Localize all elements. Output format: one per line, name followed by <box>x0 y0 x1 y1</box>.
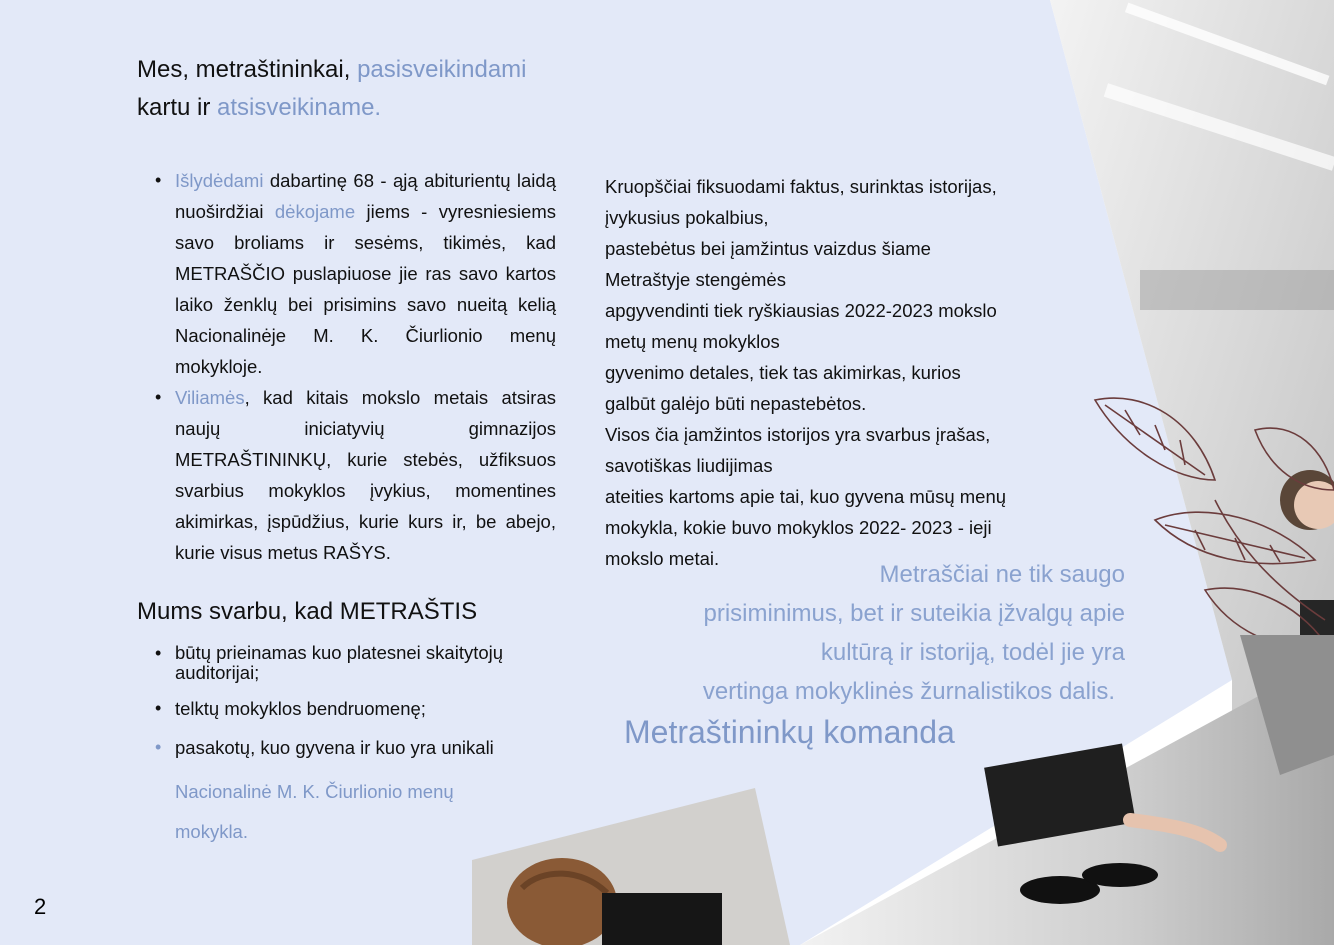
pull-quote <box>625 555 1125 711</box>
paragraph-line: ateities kartoms apie tai, kuo gyvena mūsų menų <box>605 486 1007 507</box>
list-item-text: , kad kitais mokslo metais atsiras naujų iniciatyvių gimnazijos METRAŠTININKŲ, kurie stebės, užfiksuos svarbius mokyklos įvykius, momentines akimirkas, įspūdžius, kurie kurs ir, be abejo, kurie visus metus RAŠYS. <box>175 387 556 563</box>
thanks-list <box>137 165 556 568</box>
list-item: • telktų mokyklos bendruomenę; <box>137 693 577 732</box>
quote-line: vertinga mokyklinės žurnalistikos dalis. <box>702 678 1115 705</box>
page-number: 2 <box>34 894 47 919</box>
list-item-accent: dėkojame <box>274 201 356 222</box>
intro-accent-2: atsisveikiname. <box>217 94 382 121</box>
quote-line: prisiminimus, bet ir suteikia įžvalgų apie <box>703 600 1125 627</box>
paragraph-line: Kruopščiai fiksuodami faktus, surinktas istorijas, <box>605 176 997 197</box>
important-list <box>137 643 577 763</box>
intro-accent-1: pasisveikindami <box>357 56 527 83</box>
list-item: • būtų prieinamas kuo platesnei skaitytojų auditorijai; <box>137 643 577 693</box>
chronicle-paragraph <box>605 171 1055 574</box>
list-item <box>137 165 556 382</box>
important-heading: Mums svarbu, kad METRAŠTIS <box>137 598 478 625</box>
list-item <box>137 382 556 568</box>
paragraph-line: savotiškas liudijimas <box>605 455 773 476</box>
list-item: • pasakotų, kuo gyvena ir kuo yra unikali <box>137 732 577 763</box>
paragraph-line: įvykusius pokalbius, <box>605 207 769 228</box>
school-name <box>175 772 454 852</box>
quote-line: kultūrą ir istoriją, todėl jie yra <box>820 639 1125 666</box>
school-name-line: mokykla. <box>175 821 248 842</box>
paragraph-line: mokykla, kokie buvo mokyklos 2022- 2023 - ieji <box>605 517 992 538</box>
paragraph-line: pastebėtus bei įamžintus vaizdus šiame <box>605 238 931 259</box>
student-hair-photo <box>472 788 790 945</box>
school-name-line: Nacionalinė M. K. Čiurlionio menų <box>175 781 454 802</box>
intro-heading <box>137 51 577 127</box>
quote-line: Metraščiai ne tik saugo <box>879 561 1125 588</box>
list-item-text: dabartinę 68 - ąją abiturientų laidą nuoširdžiai <box>175 170 556 222</box>
intro-text-2: kartu ir <box>137 94 218 121</box>
paragraph-line: apgyvendinti tiek ryškiausias 2022-2023 mokslo <box>605 300 997 321</box>
signature: Metraštininkų komanda <box>624 714 955 750</box>
list-item-accent: Išlydėdami <box>175 170 264 191</box>
paragraph-line: metų menų mokyklos <box>605 331 780 352</box>
paragraph-line: mokslo metai. <box>605 548 720 569</box>
paragraph-line: galbūt galėjo būti nepastebėtos. <box>605 393 867 414</box>
paragraph-line: gyvenimo detales, tiek tas akimirkas, kurios <box>605 362 961 383</box>
paragraph-line: Metraštyje stengėmės <box>605 269 786 290</box>
intro-text-1: Mes, metraštininkai, <box>137 56 358 83</box>
list-item-text: jiems - vyresniesiems savo broliams ir sesėms, tikimės, kad METRAŠČIO puslapiuose jie ras savo kartos laiko ženklų bei prisimins savo nueitą kelią Nacionalinėje M. K. Čiurlionio menų mokykloje. <box>175 201 556 377</box>
paragraph-line: Visos čia įamžintos istorijos yra svarbus įrašas, <box>605 424 991 445</box>
list-item-accent: Viliamės <box>175 387 245 408</box>
